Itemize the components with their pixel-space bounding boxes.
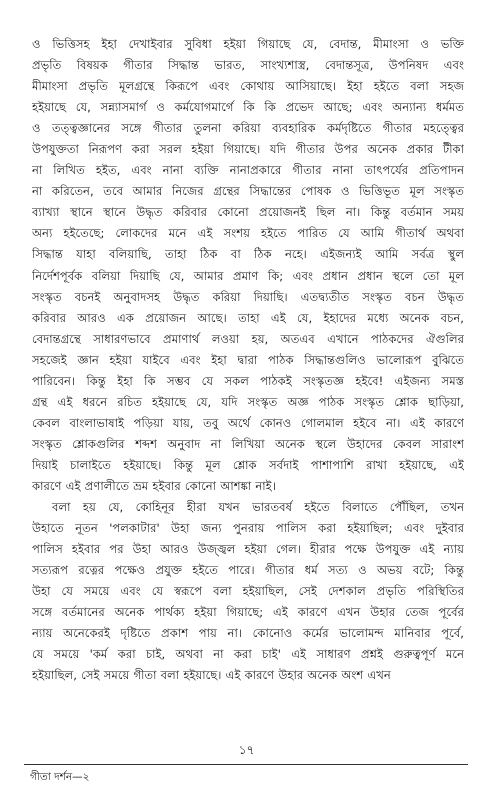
text-line: পারিবেন। কিন্তু ইহা কি সম্ভব যে সকল পাঠকই সংস্কৃতজ্ঞ হইবে! এইজন্য সমস্ত: [32, 373, 464, 388]
text-line: ও তত্ত্বজ্ঞানের সঙ্গে গীতার তুলনা করিয়া ব্যবহারিক কর্মদৃষ্টিতে গীতার মহত্ত্বের: [32, 121, 464, 136]
text-line: না লিখিত হইত, এবং নানা ব্যক্তি নানাপ্রকারে গীতার নানা তাৎপর্যের প্রতিপাদন: [32, 163, 464, 178]
text-line: বেদান্তগ্রন্থে সাধারণভাবে প্রমাণার্থ লওয়া হয়, অতএব এখানে পাঠকদের ঐগুলির: [32, 331, 464, 346]
text-line: কারণে এই প্রণালীতে ভ্রম হইবার কোনো আশঙ্কা নাই।: [32, 478, 276, 493]
text-line: সংস্কৃত বচনই অনুবাদসহ উদ্ধৃত করিয়া দিয়াছি। এতদ্ব্যতীত সংস্কৃত বচন উদ্ধৃত: [32, 289, 464, 304]
page-number: ১৭: [238, 743, 255, 757]
text-line: সংস্কৃত শ্লোকগুলির শব্দশ অনুবাদ না লিখিয়া অনেক স্থলে উহাদের কেবল সারাংশ: [32, 436, 464, 451]
text-line: না করিতেন, তবে আমার নিজের গ্রন্থের সিদ্ধান্তের পোষক ও ভিত্তিভূত মূল সংস্কৃত: [32, 184, 464, 199]
text-line: কেবল বাংলাভাষাই পড়িয়া যায়, তবু অর্থে কোনও গোলমাল হইবে না। এই কারণে: [32, 415, 464, 430]
text-line: মীমাংসা প্রভৃতি মূলগ্রন্থে কিরূপে এবং কোথায় আসিয়াছে। ইহা হইতে বলা সহজ: [32, 79, 464, 94]
text-line: সত্যরূপ রত্নের পক্ষেও প্রযুক্ত হইতে পারে। গীতার ধর্ম সত্য ও অভয় বটে; কিন্তু: [32, 563, 464, 578]
text-line: অন্য হইতেছে; লোকদের মনে এই সংশয় হইতে পারিত যে আমি গীতার্থ অথবা: [32, 226, 464, 241]
text-line: হইয়াছে যে, সন্ন্যাসমার্গ ও কর্মযোগমার্গে কি কি প্রভেদ আছে; এবং অন্যান্য ধর্মমত: [32, 100, 464, 115]
text-line: উহা যে সময়ে এবং যে স্বরূপে বলা হইয়াছিল, সেই দেশকাল প্রভৃতি পরিস্থিতির: [32, 584, 464, 599]
text-line: সিদ্ধান্ত যাহা বলিয়াছি, তাহা ঠিক বা ঠিক নহে। এইজন্যই আমি সর্বত্র স্থুল: [32, 247, 464, 262]
text-line: দিয়াই চালাইতে হইয়াছে। কিন্তু মূল শ্লোক সর্বদাই পাশাপাশি রাখা হইয়াছে, এই: [32, 457, 464, 472]
text-line: উপযুক্ততা নিরূপণ করা সরল হইয়া গিয়াছে। যদি গীতার উপর অনেক প্রকার টীকা: [32, 142, 464, 157]
text-line: করিবার আরও এক প্রয়োজন আছে। তাহা এই যে, ইহাদের মধ্যে অনেক বচন,: [32, 310, 464, 325]
text-line: নির্দেশপূর্বক বলিয়া দিয়াছি যে, আমার প্রমাণ কি; এবং প্রধান প্রধান স্থলে তো মূল: [32, 268, 464, 283]
paragraph: [32, 497, 464, 686]
text-line: প্রভৃতি বিষয়ক গীতার সিদ্ধান্ত ভারত, সাংখ্যশাস্ত্র, বেদান্তসূত্র, উপনিষদ এবং: [32, 58, 464, 73]
text-line: ব্যাখ্যা স্থানে স্থানে উদ্ধৃত করিবার কোনো প্রয়োজনই ছিল না। কিন্তু বর্তমান সময়: [32, 205, 464, 220]
text-line: ও ভিত্তিসহ ইহা দেখাইবার সুবিধা হইয়া গিয়াছে যে, বেদান্ত, মীমাংসা ও ভক্তি: [32, 37, 464, 51]
text-line: গ্রন্থ এই ধরনে রচিত হইয়াছে যে, যদি সংস্কৃত অজ্ঞ পাঠক সংস্কৃত শ্লোক ছাড়িয়া,: [32, 394, 464, 409]
paragraph: [32, 34, 464, 497]
text-line: যে সময়ে 'কর্ম করা চাই, অথবা না করা চাই' এই সাধারণ প্রশ্নই গুরুত্বপূর্ণ মনে: [32, 647, 464, 662]
footer-signature: গীতা দর্শন—২: [30, 771, 90, 783]
body-text: [32, 34, 464, 686]
text-line: বলা হয় যে, কোহিনূর হীরা যখন ভারতবর্ষ হইতে বিলাতে পৌঁছিল, তখন: [52, 500, 464, 515]
text-line: উহাতে নূতন 'পলকাটার' উহা জন্য পুনরায় পালিস করা হইয়াছিল; এবং দুইবার: [32, 521, 464, 536]
text-line: সহজেই জ্ঞান হইয়া যাইবে এবং ইহা দ্বারা পাঠক সিদ্ধান্তগুলিও ভালোরূপ বুঝিতে: [32, 352, 464, 367]
footer-divider: [24, 764, 468, 765]
text-line: হইয়াছিল, সেই সময়ে গীতা বলা হইয়াছে। এই কারণে উহার অনেক অংশ এখন: [32, 668, 391, 683]
text-line: সঙ্গে বর্তমানের অনেক পার্থক্য হইয়া গিয়াছে; এই কারণে এখন উহার তেজ পূর্বের: [32, 605, 464, 620]
text-line: ন্যায় অনেকেরই দৃষ্টিতে প্রকাশ পায় না। কোনোও কর্মের ভালোমন্দ মানিবার পূর্বে,: [32, 626, 464, 641]
text-line: পালিস হইবার পর উহা আরও উজ্জ্বল হইয়া গেল। হীরার পক্ষে উপযুক্ত এই ন্যায়: [32, 542, 464, 557]
